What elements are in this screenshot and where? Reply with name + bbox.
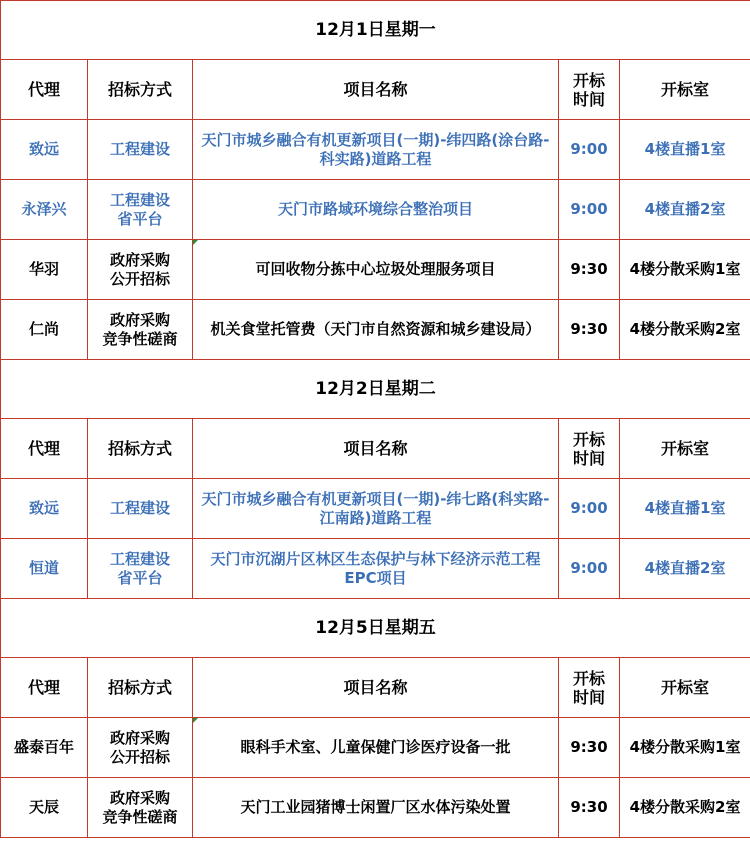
method-cell: 政府采购 公开招标 — [88, 718, 193, 778]
header-room: 开标室 — [620, 60, 750, 120]
header-method: 招标方式 — [88, 60, 193, 120]
header-project: 项目名称 — [193, 658, 559, 718]
day-title: 12月1日星期一 — [1, 1, 750, 60]
header-method: 招标方式 — [88, 419, 193, 479]
header-time: 开标 时间 — [559, 658, 620, 718]
time-cell: 9:00 — [559, 479, 620, 539]
day-title: 12月5日星期五 — [1, 599, 750, 658]
time-cell: 9:30 — [559, 300, 620, 360]
header-time: 开标 时间 — [559, 419, 620, 479]
header-row — [1, 419, 750, 479]
table-row — [1, 240, 750, 300]
project-cell: 天门工业园猪博士闲置厂区水体污染处置 — [193, 778, 559, 838]
project-cell: 天门市城乡融合有机更新项目(一期)-纬四路(涂台路-科实路)道路工程 — [193, 120, 559, 180]
room-cell: 4楼分散采购2室 — [620, 300, 750, 360]
header-agent: 代理 — [1, 60, 88, 120]
method-cell: 工程建设 省平台 — [88, 180, 193, 240]
method-cell: 政府采购 竞争性磋商 — [88, 300, 193, 360]
room-cell: 4楼直播2室 — [620, 539, 750, 599]
header-time: 开标 时间 — [559, 60, 620, 120]
agent-cell: 致远 — [1, 479, 88, 539]
room-cell: 4楼直播2室 — [620, 180, 750, 240]
table-row — [1, 120, 750, 180]
header-row — [1, 60, 750, 120]
project-cell: 机关食堂托管费（天门市自然资源和城乡建设局） — [193, 300, 559, 360]
header-agent: 代理 — [1, 658, 88, 718]
method-cell: 政府采购 公开招标 — [88, 240, 193, 300]
room-cell: 4楼直播1室 — [620, 479, 750, 539]
time-cell: 9:00 — [559, 120, 620, 180]
day-row — [1, 360, 750, 419]
agent-cell: 盛泰百年 — [1, 718, 88, 778]
agent-cell: 恒道 — [1, 539, 88, 599]
table-row — [1, 300, 750, 360]
day-row — [1, 599, 750, 658]
time-cell: 9:30 — [559, 718, 620, 778]
table-row — [1, 778, 750, 838]
project-cell: 天门市城乡融合有机更新项目(一期)-纬七路(科实路-江南路)道路工程 — [193, 479, 559, 539]
project-cell: 眼科手术室、儿童保健门诊医疗设备一批 — [193, 718, 559, 778]
table-row — [1, 180, 750, 240]
room-cell: 4楼分散采购1室 — [620, 718, 750, 778]
time-cell: 9:00 — [559, 539, 620, 599]
table-row — [1, 718, 750, 778]
time-cell: 9:30 — [559, 778, 620, 838]
header-project: 项目名称 — [193, 60, 559, 120]
header-agent: 代理 — [1, 419, 88, 479]
room-cell: 4楼分散采购2室 — [620, 778, 750, 838]
agent-cell: 永泽兴 — [1, 180, 88, 240]
time-cell: 9:30 — [559, 240, 620, 300]
agent-cell: 仁尚 — [1, 300, 88, 360]
method-cell: 工程建设 — [88, 479, 193, 539]
time-cell: 9:00 — [559, 180, 620, 240]
header-method: 招标方式 — [88, 658, 193, 718]
project-cell: 天门市沉湖片区林区生态保护与林下经济示范工程EPC项目 — [193, 539, 559, 599]
method-cell: 工程建设 省平台 — [88, 539, 193, 599]
header-room: 开标室 — [620, 419, 750, 479]
room-cell: 4楼分散采购1室 — [620, 240, 750, 300]
method-cell: 政府采购 竞争性磋商 — [88, 778, 193, 838]
agent-cell: 华羽 — [1, 240, 88, 300]
method-cell: 工程建设 — [88, 120, 193, 180]
header-room: 开标室 — [620, 658, 750, 718]
project-cell: 可回收物分拣中心垃圾处理服务项目 — [193, 240, 559, 300]
day-title: 12月2日星期二 — [1, 360, 750, 419]
header-row — [1, 658, 750, 718]
table-row — [1, 539, 750, 599]
agent-cell: 致远 — [1, 120, 88, 180]
project-cell: 天门市路域环境综合整治项目 — [193, 180, 559, 240]
agent-cell: 天辰 — [1, 778, 88, 838]
day-row — [1, 1, 750, 60]
room-cell: 4楼直播1室 — [620, 120, 750, 180]
header-project: 项目名称 — [193, 419, 559, 479]
table-row — [1, 479, 750, 539]
